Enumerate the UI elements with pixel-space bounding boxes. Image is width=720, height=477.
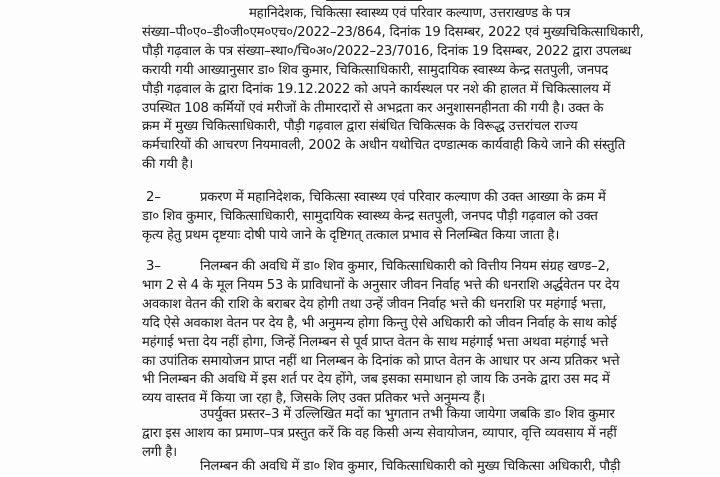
paragraph-1-line: करायी गयी आख्यानुसार डा० शिव कुमार, चिकित्साधिकारी, सामुदायिक स्वास्थ्य केन्द्र सतपुली, जनपद (142, 62, 609, 78)
paragraph-3-line: निलम्बन की अवधि में डा० शिव कुमार, चिकित्साधिकारी को वित्तीय नियम संग्रह खण्ड–2, (200, 259, 610, 274)
paragraph-3 (142, 258, 619, 409)
paragraph-4-line: उपर्युक्त प्रस्तर–3 में उल्लिखित मदों का भुगतान तभी किया जायेगा जबकि डा० शिव कुमार (200, 407, 615, 422)
paragraph-4-line: लगी है। (142, 444, 177, 460)
paragraph-5-line: निलम्बन की अवधि में डा० शिव कुमार, चिकित्साधिकारी को मुख्य चिकित्सा अधिकारी, पौड़ी (200, 459, 621, 474)
paragraph-3-number: 3– (146, 259, 161, 274)
paragraph-1-line: पौड़ी गढ़वाल के पत्र संख्या–स्था०/चि०अ०/2022–23/7016, दिनांक 19 दिसम्बर, 2022 द्वारा उपलब्ध (142, 43, 632, 59)
paragraph-1-line: कर्मचारियों की आचरण नियमावली, 2002 के अधीन यथोचित दण्डात्मक कार्यवाही किये जाने की संस्तुति (142, 138, 626, 154)
paragraph-5 (142, 458, 620, 477)
paragraph-3-line: व्यय वास्तव में किया जा रहा है, जिसके लिए उक्त प्रतिकर भत्ते अनुमन्य हैं। (142, 391, 485, 407)
paragraph-1-line: पौड़ी गढ़वाल के द्वारा दिनांक 19.12.2022 को अपने कार्यस्थल पर नशे की हालत में चिकित्सालय में (142, 81, 611, 97)
paragraph-2-line: कृत्य हेतु प्रथम दृष्टयाः दोषी पाये जाने के दृष्टिगत् तत्काल प्रभाव से निलम्बित किया जाता है। (142, 227, 560, 243)
paragraph-4-line: द्वारा इस आशय का प्रमाण–पत्र प्रस्तुत करें कि वह किसी अन्य सेवायोजन, व्यापार, वृत्ति व्यवसाय में नहीं (142, 425, 617, 441)
paragraph-2-line: प्रकरण में महानिदेशक, चिकित्सा स्वास्थ्य एवं परिवार कल्याण की उक्त आख्या के क्रम में (200, 190, 606, 205)
paragraph-3-line: महंगाई भत्ता देय नहीं होगा, जिन्हें निलम्बन से पूर्व प्राप्त वेतन के साथ महंगाई भत्ता अथवा महंगाई भत्ते (142, 334, 609, 350)
paragraph-3-line: का उपांतिक समायोजन प्राप्त नहीं था निलम्बन के दिनांक को प्राप्त वेतन के आधार पर अन्य प्रतिकर भत्ते (142, 353, 620, 369)
paragraph-1-line: संख्या–पी०ए०–डी०जी०एम०एच०/2022–23/864, दिनांक 19 दिसम्बर, 2022 एवं मुख्यचिकित्साधिकारी, (142, 24, 644, 40)
paragraph-3-line: यदि ऐसे अवकाश वेतन पर देय है, भी अनुमन्य होगा किन्तु ऐसे अधिकारी को जीवन निर्वाह के साथ कोई (142, 315, 617, 331)
paragraph-1 (142, 5, 644, 175)
paragraph-2-line: डा० शिव कुमार, चिकित्साधिकारी, सामुदायिक स्वास्थ्य केन्द्र सतपुली, जनपद पौड़ी गढ़वाल को उक्त (142, 208, 598, 224)
paragraph-2 (142, 189, 606, 246)
paragraph-2-number: 2– (146, 190, 161, 205)
paragraph-3-line: भी निलम्बन की अवधि में इस शर्त पर देय होंगे, जब इसका समाधान हो जाय कि उनके द्वारा उस मद में (142, 372, 610, 388)
paragraph-3-line: अवकाश वेतन की राशि के बराबर देय होगी तथा उन्हें जीवन निर्वाह भत्ते की धनराशि पर महंगाई भत्ता, (142, 296, 607, 312)
paragraph-1-line: क्रम में मुख्य चिकित्साधिकारी, पौड़ी गढ़वाल द्वारा संबंधित चिकित्सक के विरूद्ध उत्तरांचल राज्य (142, 119, 578, 135)
paragraph-4 (142, 406, 617, 463)
paragraph-1-line: महानिदेशक, चिकित्सा स्वास्थ्य एवं परिवार कल्याण, उत्तराखण्ड के पत्र (249, 6, 571, 21)
paragraph-1-line: उपस्थित 108 कर्मियों एवं मरीजों के तीमारदारों से अभद्रता कर अनुशासनहीनता की गयी है। उक्त के (142, 100, 604, 116)
paragraph-3-line: भाग 2 से 4 के मूल नियम 53 के प्राविधानों के अनुसार जीवन निर्वाह भत्ते की धनराशि अर्द्धवेतन पर देय (142, 277, 620, 293)
paragraph-1-line: की गयी है। (142, 157, 194, 173)
header-underline (326, 0, 422, 1)
